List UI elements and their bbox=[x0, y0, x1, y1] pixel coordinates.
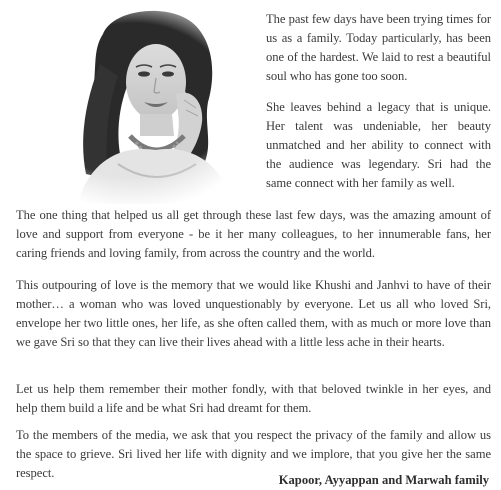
paragraph-outpouring-of-love: This outpouring of love is the memory that we would like Khushi and Janhvi to have of their mother… a woman who was loved unquestionably by everyone. Let us all who loved Sri, envelope her two little ones, her life, as she often called them, with as much or more love than we gave Sri so that they can live their lives ahead with a little less ache in their hearts. bbox=[16, 278, 491, 349]
paragraph-trying-times: The past few days have been trying times for us as a family. Today particularly, has been one of the hardest. We laid to rest a beautiful soul who has gone too soon. bbox=[266, 12, 491, 83]
family-signature: Kapoor, Ayyappan and Marwah family bbox=[278, 473, 489, 487]
paragraph-love-and-support: The one thing that helped us all get through these last few days, was the amazing amount of love and support from everyone - be it her many colleagues, to her innumerable fans, her caring friends and loving family, from across the country and the world. bbox=[16, 208, 491, 260]
paragraph-media-request: To the members of the media, we ask that you respect the privacy of the family and allow us the space to grieve. Sri lived her life with dignity and we implore, that you give her the same respect. bbox=[16, 428, 491, 480]
paragraph-legacy: She leaves behind a legacy that is unique. Her talent was undeniable, her beauty unmatched and her ability to connect with the audience was legendary. Sri had the same connect with her family as well. bbox=[266, 100, 491, 190]
portrait-photo bbox=[8, 4, 258, 204]
paragraph-remember-mother: Let us help them remember their mother fondly, with that beloved twinkle in her eyes, and help them build a life and be what Sri had dreamt for them. bbox=[16, 382, 491, 415]
